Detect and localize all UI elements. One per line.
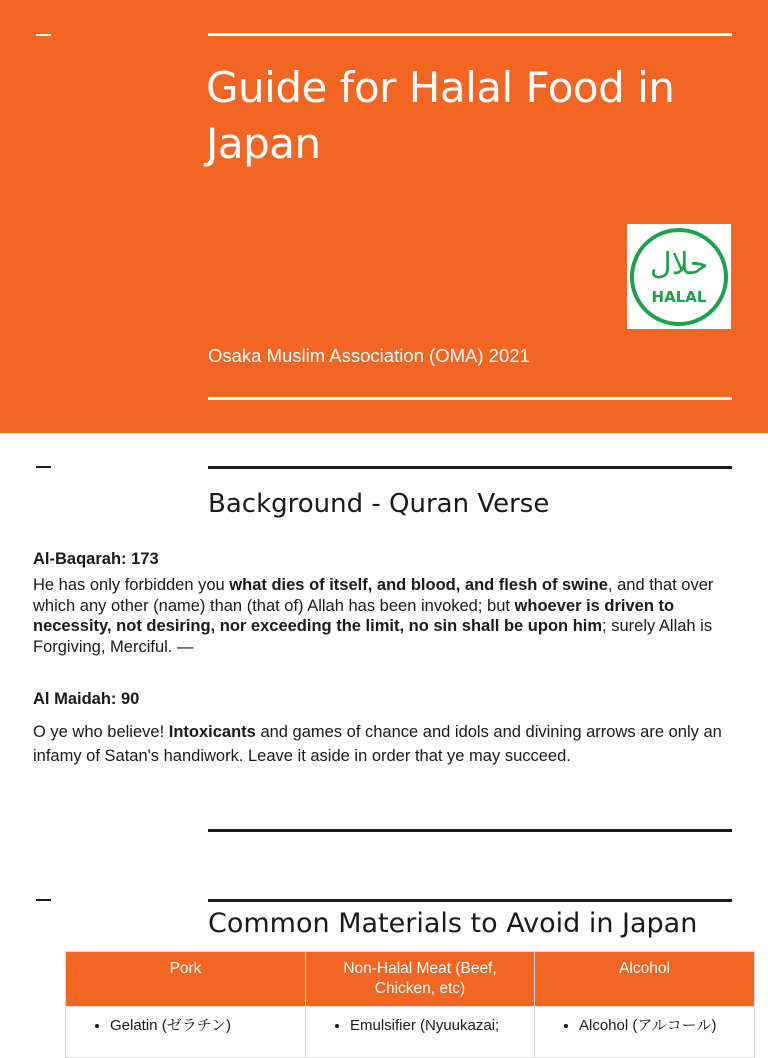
table-header-row: [66, 952, 755, 1007]
verse-text: O ye who believe! Intoxicants and games of chance and idols and divining arrows are only an infamy of Satan's handiwork. Leave it aside in order that ye may succeed.: [33, 723, 722, 765]
document-title: Guide for Halal Food in Japan: [206, 63, 675, 168]
section-heading: Background - Quran Verse: [208, 489, 550, 519]
table-row: [66, 1007, 755, 1058]
list-item: • Gelatin (ゼラチン): [110, 1017, 295, 1035]
verse-reference: Al Maidah: 90: [33, 690, 140, 708]
slide-marker: [36, 899, 51, 901]
table-cell: [535, 1007, 755, 1058]
halal-latin-text: HALAL: [651, 288, 707, 306]
top-divider: [208, 33, 732, 36]
section-heading: Common Materials to Avoid in Japan: [208, 908, 698, 939]
section-divider: [208, 466, 732, 469]
halal-arabic-text: حلال: [649, 247, 709, 282]
table-cell: [66, 1007, 306, 1058]
section-divider: [208, 899, 732, 902]
verse-reference: Al-Baqarah: 173: [33, 550, 159, 568]
section-divider: [208, 829, 732, 832]
slide-marker: [36, 34, 51, 36]
list-item: • Alcohol (アルコール): [579, 1017, 744, 1035]
column-header-alcohol: Alcohol: [535, 952, 755, 1007]
column-header-pork: Pork: [66, 952, 306, 1007]
verse-text: He has only forbidden you what dies of itself, and blood, and flesh of swine, and that over which any other (name) than (that of) Allah has been invoked; but whoever is driven to necessity, not desiring, nor exceeding the limit, no sin shall be upon him; surely Allah is Forgiving, Merciful. —: [33, 576, 714, 656]
materials-table: [65, 951, 755, 1058]
list-item: • Emulsifier (Nyuukazai;: [350, 1017, 524, 1035]
slide-marker: [36, 466, 51, 468]
table-cell: [306, 1007, 535, 1058]
cover-page: [0, 0, 768, 433]
bottom-divider: [208, 397, 732, 400]
document-subtitle: Osaka Muslim Association (OMA) 2021: [208, 345, 530, 366]
column-header-non-halal-meat: Non-Halal Meat (Beef, Chicken, etc): [306, 952, 535, 1007]
halal-logo-icon: [627, 224, 731, 329]
